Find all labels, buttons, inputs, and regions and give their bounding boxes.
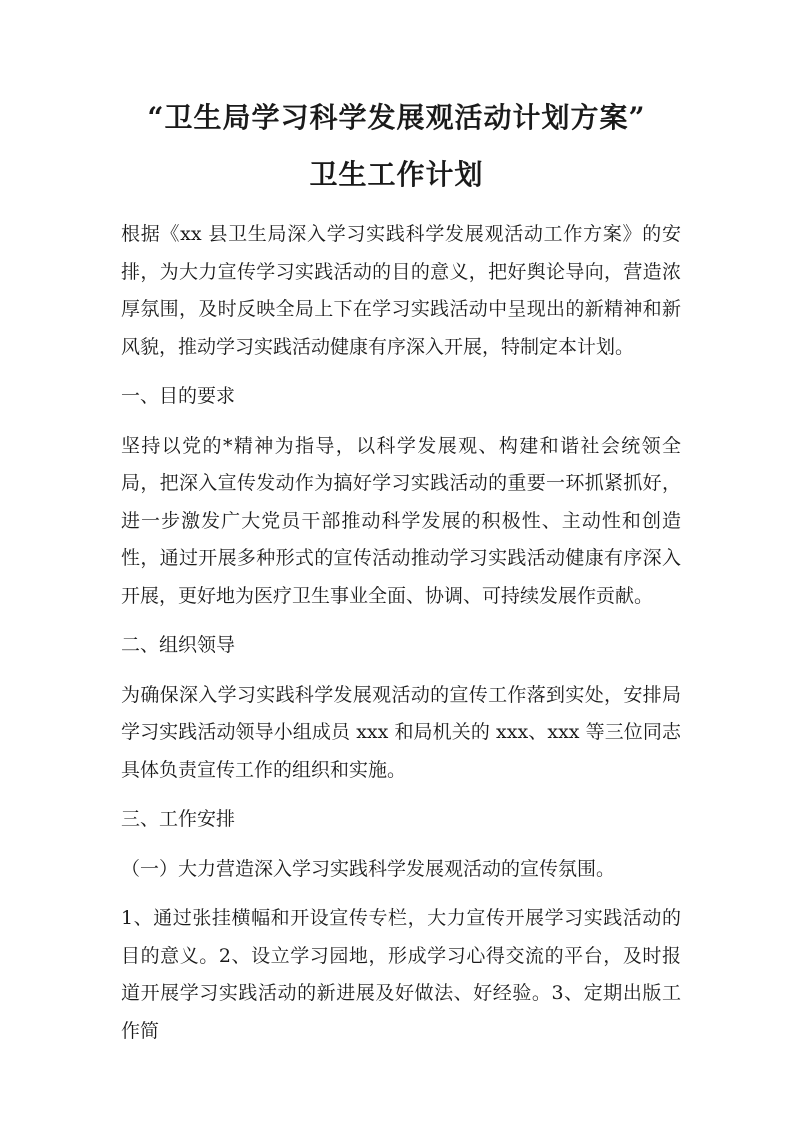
document-title: “卫生局学习科学发展观活动计划方案” [147,101,646,134]
section-heading-organization: 二、组织领导 [121,634,236,656]
section-heading-goals: 一、目的要求 [121,385,236,407]
section-heading-arrangement: 三、工作安排 [121,808,236,830]
organization-paragraph: 为确保深入学习实践科学发展观活动的宣传工作落到实处，安排局学习实践活动领导小组成员 xxx 和局机关的 xxx、xxx 等三位同志具体负责宣传工作的组织和实施。 [121,683,681,781]
document-body [121,216,681,1062]
document-subtitle: 卫生工作计划 [309,158,484,191]
arrangement-paragraph: 1、通过张挂横幅和开设宣传专栏，大力宣传开展学习实践活动的目的意义。2、设立学习园地，形成学习心得交流的平台，及时报道开展学习实践活动的新进展及好做法、好经验。3、定期出版工作简 [121,907,681,1042]
intro-paragraph: 根据《xx 县卫生局深入学习实践科学发展观活动工作方案》的安排，为大力宣传学习实践活动的目的意义，把好舆论导向，营造浓厚氛围，及时反映全局上下在学习实践活动中呈现出的新精神和新风貌，推动学习实践活动健康有序深入开展，特制定本计划。 [121,223,681,358]
goals-paragraph: 坚持以党的*精神为指导，以科学发展观、构建和谐社会统领全局，把深入宣传发动作为搞好学习实践活动的重要一环抓紧抓好，进一步激发广大党员干部推动科学发展的积极性、主动性和创造性，通过开展多种形式的宣传活动推动学习实践活动健康有序深入开展，更好地为医疗卫生事业全面、协调、可持续发展作贡献。 [121,434,681,607]
subsection-heading-atmosphere: （一）大力营造深入学习实践科学发展观活动的宣传氛围。 [121,857,616,880]
